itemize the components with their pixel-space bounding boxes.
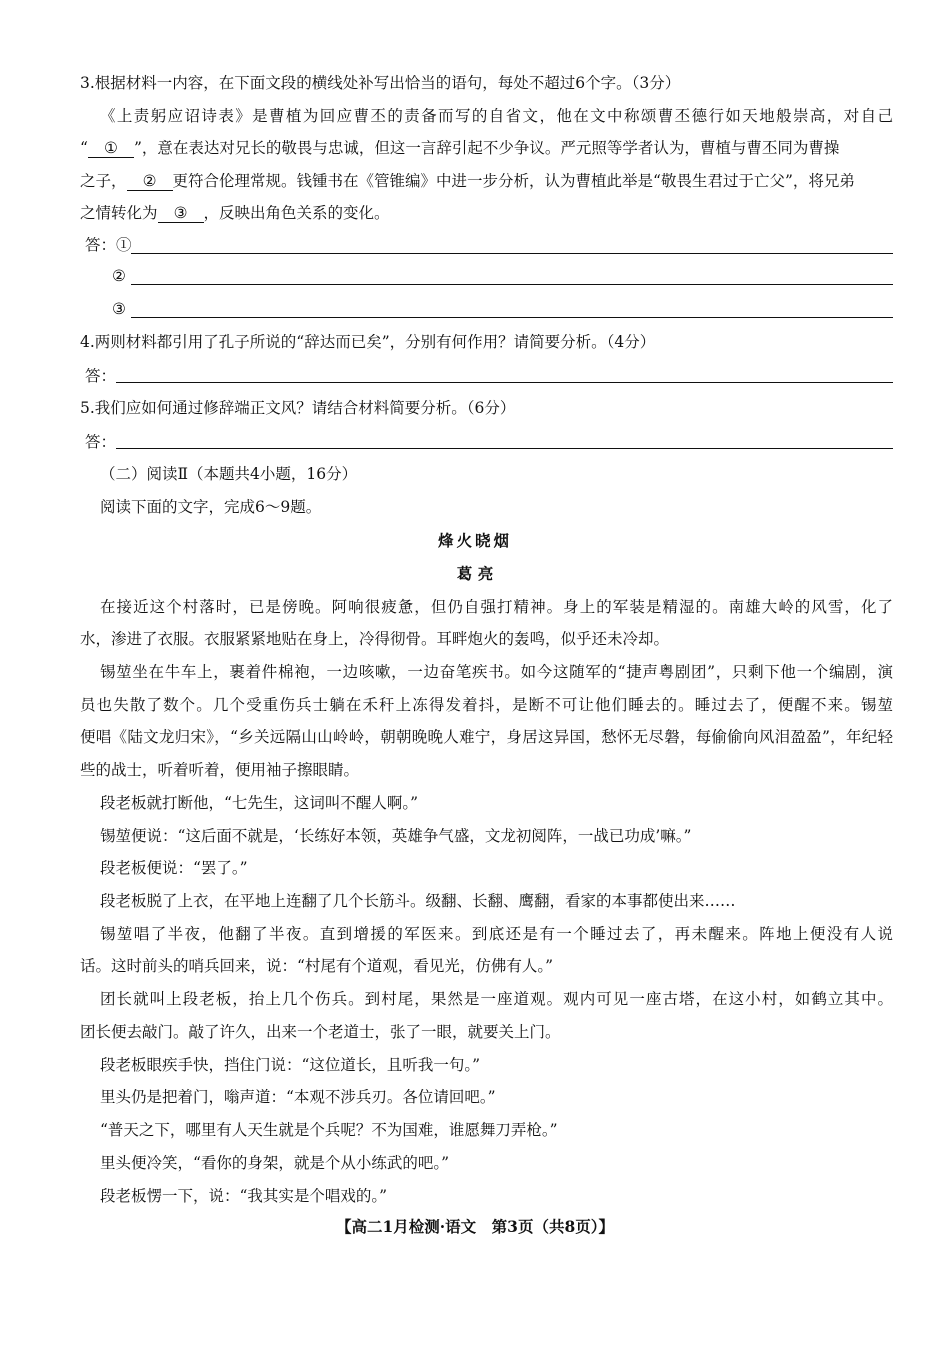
section2-heading: （二）阅读Ⅱ（本题共4小题，16分）	[100, 465, 358, 483]
story-line: 段老板脱了上衣，在平地上连翻了几个长筋斗。级翻、长翻、鹰翻，看家的本事都使出来……	[100, 892, 736, 910]
story-line: 便唱《陆文龙归宋》，“乡关远隔山山岭岭，朝朝晚晚人难宁，身居这异国，愁怀无尽磐，每偷偷向风泪盈盈”，年纪轻	[80, 728, 893, 746]
story-line: 团长就叫上段老板，抬上几个伤兵。到村尾，果然是一座道观。观内可见一座古塔，在这小村，如鹤立其中。	[100, 990, 893, 1008]
story-line: 锡堃唱了半夜，他翻了半夜。直到增援的军医来。到底还是有一个睡过去了，再未醒来。阵地上便没有人说	[100, 925, 893, 943]
blank-1: ①	[88, 139, 134, 158]
q3-para-line-1: 《上责躬应诏诗表》是曹植为回应曹丕的责备而写的自省文，他在文中称颂曹丕德行如天地般崇高，对自己	[100, 107, 893, 125]
story-line: 里头便冷笑，“看你的身架，就是个从小练武的吧。”	[100, 1154, 450, 1172]
story-line: 段老板眼疾手快，挡住门说：“这位道长，且听我一句。”	[100, 1056, 481, 1074]
story-line: 锡堃便说：“这后面不就是，‘长练好本领，英雄争气盛，文龙初阅阵，一战已功成’嘛。”	[100, 827, 692, 845]
q3-answer-line-1[interactable]	[131, 253, 893, 254]
q4-title: 4.两则材料都引用了孔子所说的“辞达而已矣”，分别有何作用？请简要分析。（4分）	[80, 333, 656, 351]
q3-para-line-2	[80, 137, 839, 159]
q3-line2-text: ”，意在表达对兄长的敬畏与忠诚，但这一言辞引起不少争议。严元照等学者认为，曹植与曹丕同为曹操	[133, 139, 840, 157]
story-title: 烽火晓烟	[437, 531, 512, 550]
q4-answer-label: 答：	[85, 367, 117, 385]
page-footer: 【高二1月检测·语文 第3页（共8页）】	[335, 1217, 614, 1236]
story-line: 团长便去敲门。敲了许久，出来一个老道士，张了一眼，就要关上门。	[80, 1023, 561, 1041]
q3-answer-label-3: ③	[112, 300, 126, 318]
q3-line4-prefix: 之情转化为	[80, 204, 158, 222]
q3-title: 3.根据材料一内容，在下面文段的横线处补写出恰当的语句，每处不超过6个字。（3分）	[80, 74, 681, 92]
q3-answer-label-2: ②	[112, 267, 126, 285]
story-line: 话。这时前头的哨兵回来，说：“村尾有个道观，看见光，仿佛有人。”	[80, 957, 554, 975]
q3-answer-line-2[interactable]	[131, 284, 893, 285]
q3-answer-line-3[interactable]	[131, 317, 893, 318]
story-author: 葛 亮	[456, 564, 494, 583]
q5-answer-line[interactable]	[116, 448, 893, 449]
story-line: 水，渗进了衣服。衣服紧紧地贴在身上，冷得彻骨。耳畔炮火的轰鸣，似乎还未冷却。	[80, 630, 670, 648]
q3-line3-text: 更符合伦理常规。钱锺书在《管锥编》中进一步分析，认为曹植此举是“敬畏生君过于亡父”，将兄弟	[172, 172, 855, 190]
q5-title: 5.我们应如何通过修辞端正文风？请结合材料简要分析。（6分）	[80, 399, 516, 417]
story-line: 里头仍是把着门，嗡声道：“本观不涉兵刃。各位请回吧。”	[100, 1088, 496, 1106]
q3-line4-text: ，反映出角色关系的变化。	[203, 204, 390, 222]
q3-answer-label-1: 答：①	[85, 236, 132, 254]
story-line: 段老板就打断他，“七先生，这词叫不醒人啊。”	[100, 794, 419, 812]
q3-para-line-3	[80, 170, 855, 192]
story-line: 锡堃坐在牛车上，裹着件棉袍，一边咳嗽，一边奋笔疾书。如今这随军的“捷声粤剧团”，只剩下他一个编剧，演	[100, 663, 893, 681]
q3-line2-prefix: “	[80, 139, 88, 157]
q3-line3-prefix: 之子，	[80, 172, 127, 190]
story-line: 段老板愣一下，说：“我其实是个唱戏的。”	[100, 1187, 388, 1205]
story-line: 员也失散了数个。几个受重伤兵士躺在禾秆上冻得发着抖，是断不可让他们睡去的。睡过去了，便醒不来。锡堃	[80, 696, 893, 714]
blank-3: ③	[158, 204, 204, 223]
q4-answer-line[interactable]	[116, 382, 893, 383]
q3-para-line-4	[80, 202, 390, 224]
blank-2: ②	[127, 172, 173, 191]
story-line: 段老板便说：“罢了。”	[100, 859, 248, 877]
story-line: 在接近这个村落时，已是傍晚。阿响很疲惫，但仍自强打精神。身上的军装是精湿的。南雄大岭的风雪，化了	[100, 598, 893, 616]
q5-answer-label: 答：	[85, 433, 117, 451]
story-line: 些的战士，听着听着，便用袖子擦眼睛。	[80, 761, 360, 779]
section2-instruction: 阅读下面的文字，完成6～9题。	[100, 498, 322, 516]
story-line: “普天之下，哪里有人天生就是个兵呢？不为国难，谁愿舞刀弄枪。”	[100, 1121, 558, 1139]
